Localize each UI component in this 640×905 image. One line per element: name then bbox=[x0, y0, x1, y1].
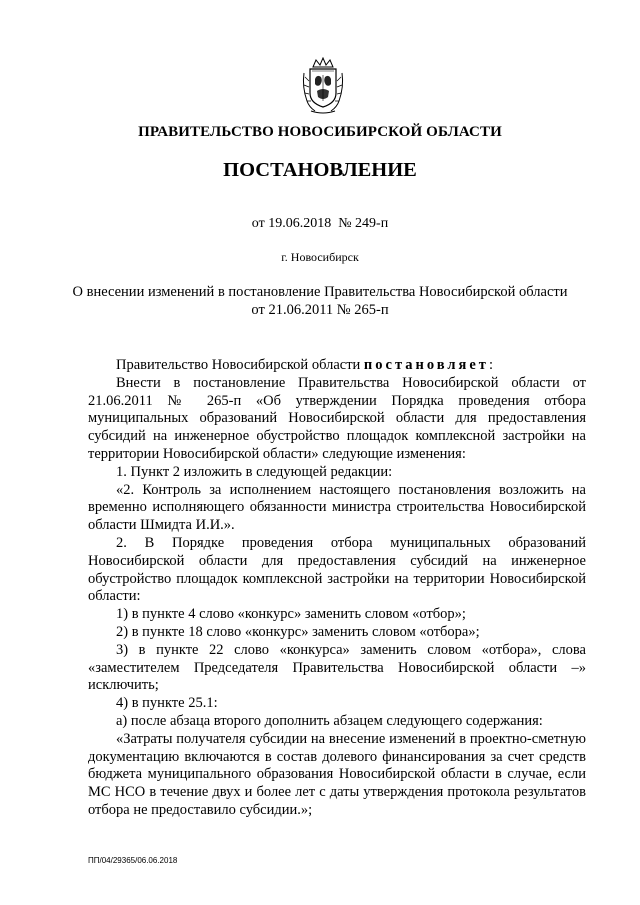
organization-name: ПРАВИТЕЛЬСТВО НОВОСИБИРСКОЙ ОБЛАСТИ bbox=[138, 124, 502, 140]
intro-prefix: Правительство Новосибирской области bbox=[116, 357, 361, 373]
intro-paragraph bbox=[88, 357, 586, 375]
body-paragraph: а) после абзаца второго дополнить абзацем следующего содержания: bbox=[116, 712, 543, 729]
document-type-title: ПОСТАНОВЛЕНИЕ bbox=[223, 159, 417, 181]
document-subject: О внесении изменений в постановление Правительства Новосибирской области от 21.06.2011 № 265-п bbox=[72, 284, 568, 318]
intro-suffix: : bbox=[488, 357, 493, 373]
intro-verb: постановляет bbox=[363, 357, 489, 373]
body-paragraph: «2. Контроль за исполнением настоящего постановления возложить на временно исполняющего обязанности министра строительства Новосибирской области Шмидта И.И.». bbox=[88, 481, 586, 534]
body-paragraph: 2. В Порядке проведения отбора муниципальных образований Новосибирской области для предоставления субсидий на инженерное обустройство площадок комплексной застройки на территории Новосибирской области: bbox=[88, 534, 586, 605]
coat-of-arms-emblem bbox=[301, 57, 345, 115]
body-paragraph: 4) в пункте 25.1: bbox=[116, 695, 218, 712]
document-date-number: от 19.06.2018 № 249-п bbox=[251, 216, 389, 231]
body-paragraph: 1. Пункт 2 изложить в следующей редакции: bbox=[116, 463, 393, 480]
document-city: г. Новосибирск bbox=[281, 250, 359, 264]
body-paragraph: 3) в пункте 22 слово «конкурса» заменить словом «отбора», слова «заместителем Председателя Правительства Новосибирской области –» исключить; bbox=[88, 641, 586, 694]
body-paragraph: 2) в пункте 18 слово «конкурс» заменить словом «отбора»; bbox=[116, 623, 480, 640]
body-paragraph: Внести в постановление Правительства Новосибирской области от 21.06.2011 № 265-п «Об утверждении Порядка проведения отбора муниципальных образований Новосибирской области для предоставления субсидий на инженерное обустройство площадок комплексной застройки на территории Новосибирской области» следующие изменения: bbox=[88, 374, 586, 462]
document-body bbox=[88, 357, 586, 820]
footer-document-code: ПП/04/29365/06.06.2018 bbox=[88, 856, 178, 865]
body-paragraph: 1) в пункте 4 слово «конкурс» заменить словом «отбор»; bbox=[116, 606, 466, 623]
body-paragraph: «Затраты получателя субсидии на внесение изменений в проектно-сметную документацию включаются в состав долевого финансирования за счет средств бюджета муниципального образования Новосибирской области в случае, если МС НСО в течение двух и более лет с даты утверждения протокола результатов отбора не предоставило субсидии.»; bbox=[88, 730, 586, 818]
